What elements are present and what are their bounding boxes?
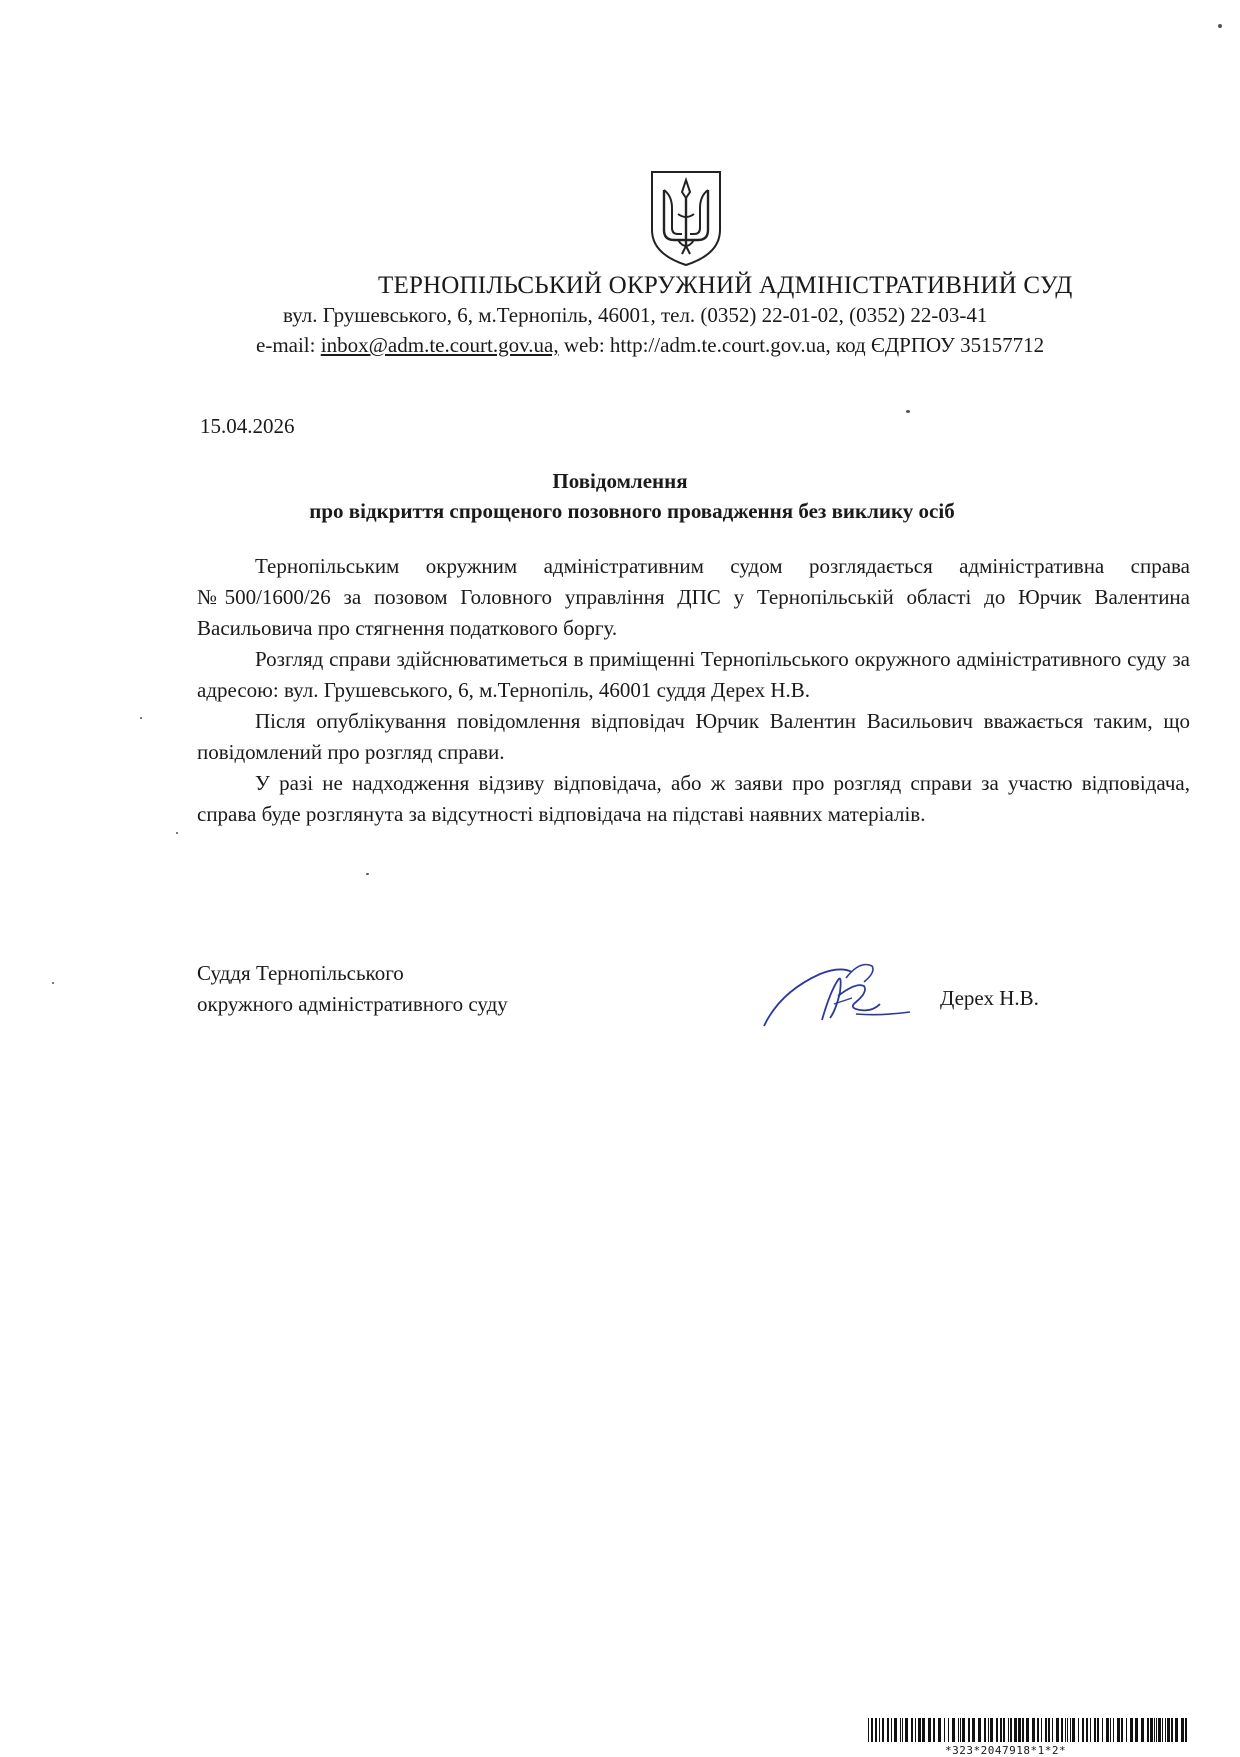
barcode xyxy=(868,1718,1190,1742)
barcode-bar xyxy=(1003,1718,1005,1742)
barcode-bar xyxy=(1141,1718,1144,1742)
barcode-bar xyxy=(915,1718,916,1742)
court-email-link[interactable]: inbox@adm.te.court.gov.ua, xyxy=(320,333,559,357)
barcode-bar xyxy=(882,1718,884,1742)
document-body xyxy=(197,551,1190,830)
barcode-bar xyxy=(938,1718,941,1742)
barcode-bar xyxy=(1171,1718,1173,1742)
barcode-bar xyxy=(894,1718,897,1742)
barcode-bar xyxy=(871,1718,873,1742)
email-prefix: e-mail: xyxy=(256,333,321,357)
barcode-bar xyxy=(1121,1718,1123,1742)
scan-speck xyxy=(906,410,910,413)
barcode-bar xyxy=(1032,1718,1035,1742)
barcode-bar xyxy=(1000,1718,1002,1742)
web-and-code: web: http://adm.te.court.gov.ua, код ЄДРПОУ 35157712 xyxy=(558,333,1045,357)
barcode-bar xyxy=(1094,1718,1096,1742)
barcode-bar xyxy=(1147,1718,1149,1742)
trident-coat-of-arms-icon xyxy=(648,168,724,268)
barcode-bar xyxy=(1086,1718,1088,1742)
barcode-bar xyxy=(1097,1718,1099,1742)
barcode-bar xyxy=(1065,1718,1066,1742)
barcode-bar xyxy=(1130,1718,1133,1742)
body-paragraph: Після опублікування повідомлення відповідач Юрчик Валентин Васильович вважається таким, що повідомлений про розгляд справи. xyxy=(197,709,1190,764)
judge-name: Дерех Н.В. xyxy=(940,986,1039,1010)
barcode-bar xyxy=(1113,1718,1114,1742)
barcode-bar xyxy=(1041,1718,1042,1742)
body-paragraph: Розгляд справи здійснюватиметься в приміщенні Тернопільського окружного адміністративного суду за адресою: вул. Грушевського, 6, м.Тернопіль, 46001 суддя Дерех Н.В. xyxy=(197,647,1190,702)
barcode-bar xyxy=(868,1718,869,1742)
barcode-bar xyxy=(1126,1718,1127,1742)
barcode-bar xyxy=(928,1718,931,1742)
barcode-bar xyxy=(1154,1718,1155,1742)
court-address: вул. Грушевського, 6, м.Тернопіль, 46001, тел. (0352) 22-01-02, (0352) 22-03-41 xyxy=(283,303,988,327)
barcode-bar xyxy=(1185,1718,1187,1742)
document-subtitle: про відкриття спрощеного позовного провадження без виклику осіб xyxy=(309,499,955,523)
barcode-bar xyxy=(905,1718,908,1742)
barcode-bar xyxy=(990,1718,993,1742)
barcode-bar xyxy=(968,1718,970,1742)
barcode-bar xyxy=(1175,1718,1178,1742)
barcode-bar xyxy=(1018,1718,1021,1742)
barcode-bar xyxy=(1110,1718,1111,1742)
barcode-bar xyxy=(1045,1718,1047,1742)
barcode-bar xyxy=(1090,1718,1091,1742)
court-name: ТЕРНОПІЛЬСЬКИЙ ОКРУЖНИЙ АДМІНІСТРАТИВНИЙ СУД xyxy=(378,272,1073,299)
barcode-bar xyxy=(1010,1718,1012,1742)
handwritten-signature xyxy=(760,952,920,1032)
court-contacts xyxy=(256,333,1044,358)
scan-speck xyxy=(1218,24,1222,28)
barcode-bar xyxy=(1135,1718,1138,1742)
barcode-bar xyxy=(1158,1718,1161,1742)
document-date: 15.04.2026 xyxy=(200,414,295,438)
barcode-bar xyxy=(887,1718,889,1742)
barcode-bar xyxy=(1008,1718,1009,1742)
barcode-bar xyxy=(1102,1718,1103,1742)
barcode-bar xyxy=(1026,1718,1029,1742)
barcode-bar xyxy=(1052,1718,1053,1742)
barcode-bar xyxy=(962,1718,965,1742)
barcode-bar xyxy=(900,1718,901,1742)
barcode-bar xyxy=(1022,1718,1024,1742)
body-paragraph: Тернопільським окружним адміністративним судом розглядається адміністративна справа №500/1600/26 за позовом Головного управління ДПС у Тернопільській області до Юрчик Валентина Васильовича про стягнення податкового боргу. xyxy=(197,554,1190,640)
barcode-bar xyxy=(1070,1718,1071,1742)
judge-position xyxy=(197,958,508,1020)
barcode-bar xyxy=(960,1718,961,1742)
scan-speck xyxy=(366,873,369,875)
judge-position-line1: Суддя Тернопільського xyxy=(197,961,404,985)
barcode-bar xyxy=(1117,1718,1120,1742)
barcode-bar xyxy=(875,1718,877,1742)
barcode-bar xyxy=(944,1718,945,1742)
document-title: Повідомлення xyxy=(552,469,688,493)
barcode-bar xyxy=(1067,1718,1068,1742)
barcode-bar xyxy=(922,1718,925,1742)
barcode-bar xyxy=(1150,1718,1153,1742)
barcode-bar xyxy=(918,1718,921,1742)
judge-position-line2: окружного адміністративного суду xyxy=(197,992,508,1016)
barcode-bar xyxy=(958,1718,959,1742)
barcode-bar xyxy=(1106,1718,1109,1742)
scan-speck xyxy=(140,717,142,719)
barcode-text: *323*2047918*1*2* xyxy=(945,1744,1067,1757)
barcode-bar xyxy=(1056,1718,1059,1742)
barcode-bar xyxy=(952,1718,955,1742)
barcode-bar xyxy=(902,1718,903,1742)
barcode-bar xyxy=(1082,1718,1084,1742)
barcode-bar xyxy=(1014,1718,1017,1742)
barcode-bar xyxy=(972,1718,975,1742)
barcode-bar xyxy=(978,1718,981,1742)
scan-speck xyxy=(176,832,178,834)
barcode-bar xyxy=(1078,1718,1079,1742)
barcode-bar xyxy=(911,1718,913,1742)
barcode-bar xyxy=(984,1718,986,1742)
barcode-bar xyxy=(1165,1718,1166,1742)
barcode-bar xyxy=(1037,1718,1039,1742)
barcode-bar xyxy=(1167,1718,1170,1742)
body-paragraph: У разі не надходження відзиву відповідача, або ж заяви про розгляд справи за участю відповідача, справа буде розглянута за відсутності відповідача на підставі наявних матеріалів. xyxy=(197,771,1190,826)
scan-speck xyxy=(52,982,54,984)
barcode-bar xyxy=(948,1718,949,1742)
barcode-bar xyxy=(1048,1718,1050,1742)
barcode-bar xyxy=(996,1718,998,1742)
barcode-bar xyxy=(1061,1718,1063,1742)
barcode-bar xyxy=(933,1718,935,1742)
barcode-bar xyxy=(1181,1718,1184,1742)
barcode-bar xyxy=(988,1718,989,1742)
barcode-bar xyxy=(1162,1718,1163,1742)
barcode-bar xyxy=(879,1718,880,1742)
barcode-bar xyxy=(1156,1718,1157,1742)
barcode-bar xyxy=(1072,1718,1075,1742)
barcode-bar xyxy=(891,1718,892,1742)
